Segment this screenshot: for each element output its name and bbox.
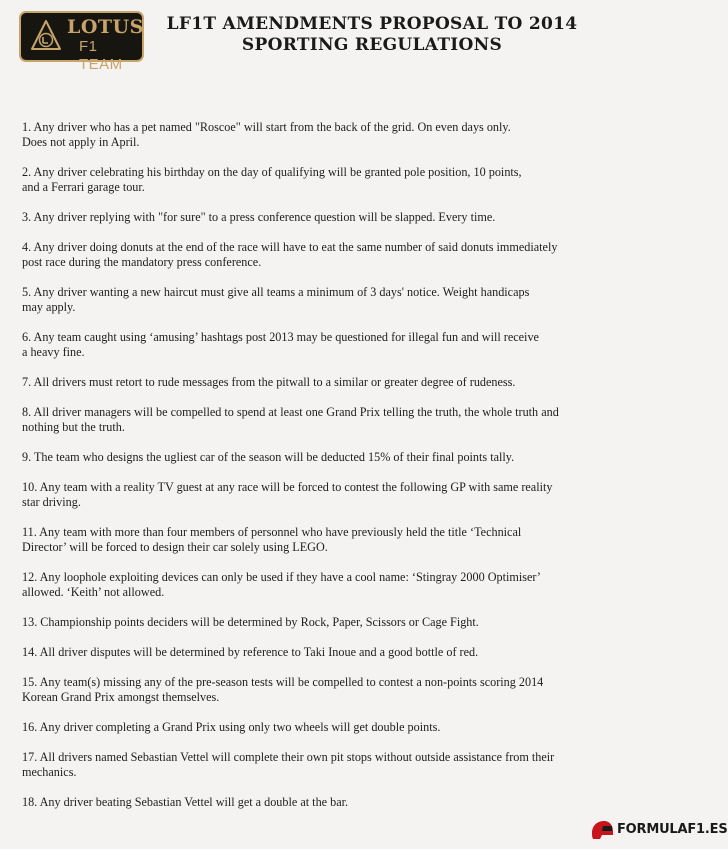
- rule-item: [22, 450, 582, 465]
- rule-text-line: mechanics.: [22, 765, 77, 779]
- rule-text-line: may apply.: [22, 300, 76, 314]
- watermark-text: FORMULAF1.ES: [617, 822, 728, 837]
- rule-text-line: 16. Any driver completing a Grand Prix using only two wheels will get double points.: [22, 720, 441, 734]
- rule-text-line: Korean Grand Prix amongst themselves.: [22, 690, 220, 704]
- page-title-line-1: LF1T AMENDMENTS PROPOSAL TO 2014: [166, 14, 578, 34]
- rule-text-line: 12. Any loophole exploiting devices can only be used if they have a cool name: ‘Stingray 2000 Optimiser’: [22, 570, 541, 584]
- rule-text-line: star driving.: [22, 495, 81, 509]
- rule-text-line: a heavy fine.: [22, 345, 85, 359]
- rule-item: [22, 405, 582, 435]
- rule-text-line: 13. Championship points deciders will be determined by Rock, Paper, Scissors or Cage Fight.: [22, 615, 479, 629]
- rule-text-line: 18. Any driver beating Sebastian Vettel will get a double at the bar.: [22, 795, 349, 809]
- helmet-icon: [590, 820, 614, 840]
- rule-text-line: 11. Any team with more than four members of personnel who have previously held the title ‘Technical: [22, 525, 522, 539]
- rule-text-line: Does not apply in April.: [22, 135, 140, 149]
- page-title-line-2: SPORTING REGULATIONS: [241, 35, 503, 55]
- rules-list: [22, 120, 582, 825]
- page-title: [162, 14, 582, 56]
- rule-item: [22, 330, 582, 360]
- rule-item: [22, 675, 582, 705]
- rule-text-line: 15. Any team(s) missing any of the pre-season tests will be compelled to contest a non-points scoring 2014: [22, 675, 544, 689]
- rule-item: [22, 645, 582, 660]
- rule-text-line: Director’ will be forced to design their car solely using LEGO.: [22, 540, 328, 554]
- rule-item: [22, 285, 582, 315]
- rule-item: [22, 120, 582, 150]
- rule-item: [22, 480, 582, 510]
- rule-text-line: allowed. ‘Keith’ not allowed.: [22, 585, 165, 599]
- rule-text-line: 5. Any driver wanting a new haircut must give all teams a minimum of 3 days' notice. Weight handicaps: [22, 285, 530, 299]
- logo-brand: LOTUS: [67, 16, 144, 38]
- rule-item: [22, 525, 582, 555]
- rule-text-line: post race during the mandatory press conference.: [22, 255, 262, 269]
- rule-text-line: 4. Any driver doing donuts at the end of the race will have to eat the same number of said donuts immediately: [22, 240, 558, 254]
- rule-text-line: 10. Any team with a reality TV guest at any race will be forced to contest the following GP with same reality: [22, 480, 553, 494]
- rule-text-line: 17. All drivers named Sebastian Vettel will complete their own pit stops without outside assistance from their: [22, 750, 555, 764]
- rule-item: [22, 210, 582, 225]
- rule-item: [22, 240, 582, 270]
- rule-text-line: 9. The team who designs the ugliest car of the season will be deducted 15% of their final points tally.: [22, 450, 515, 464]
- lotus-f1-team-logo: [19, 11, 144, 73]
- rule-text-line: 2. Any driver celebrating his birthday on the day of qualifying will be granted pole position, 10 points,: [22, 165, 522, 179]
- rule-item: [22, 570, 582, 600]
- rule-text-line: 14. All driver disputes will be determined by reference to Taki Inoue and a good bottle of red.: [22, 645, 479, 659]
- rule-item: [22, 720, 582, 735]
- rule-item: [22, 615, 582, 630]
- rule-item: [22, 165, 582, 195]
- rule-text-line: 8. All driver managers will be compelled to spend at least one Grand Prix telling the truth, the whole truth and: [22, 405, 559, 419]
- rule-text-line: 1. Any driver who has a pet named "Roscoe" will start from the back of the grid. On even days only.: [22, 120, 511, 134]
- rule-text-line: and a Ferrari garage tour.: [22, 180, 145, 194]
- rule-text-line: 3. Any driver replying with "for sure" to a press conference question will be slapped. Every time.: [22, 210, 496, 224]
- lotus-emblem-icon: [30, 20, 62, 52]
- logo-subtitle: F1 TEAM: [79, 38, 123, 73]
- rule-item: [22, 795, 582, 810]
- rule-item: [22, 750, 582, 780]
- rule-item: [22, 375, 582, 390]
- rule-text-line: nothing but the truth.: [22, 420, 125, 434]
- rule-text-line: 7. All drivers must retort to rude messages from the pitwall to a similar or greater degree of rudeness.: [22, 375, 516, 389]
- rule-text-line: 6. Any team caught using ‘amusing’ hashtags post 2013 may be questioned for illegal fun and will receive: [22, 330, 539, 344]
